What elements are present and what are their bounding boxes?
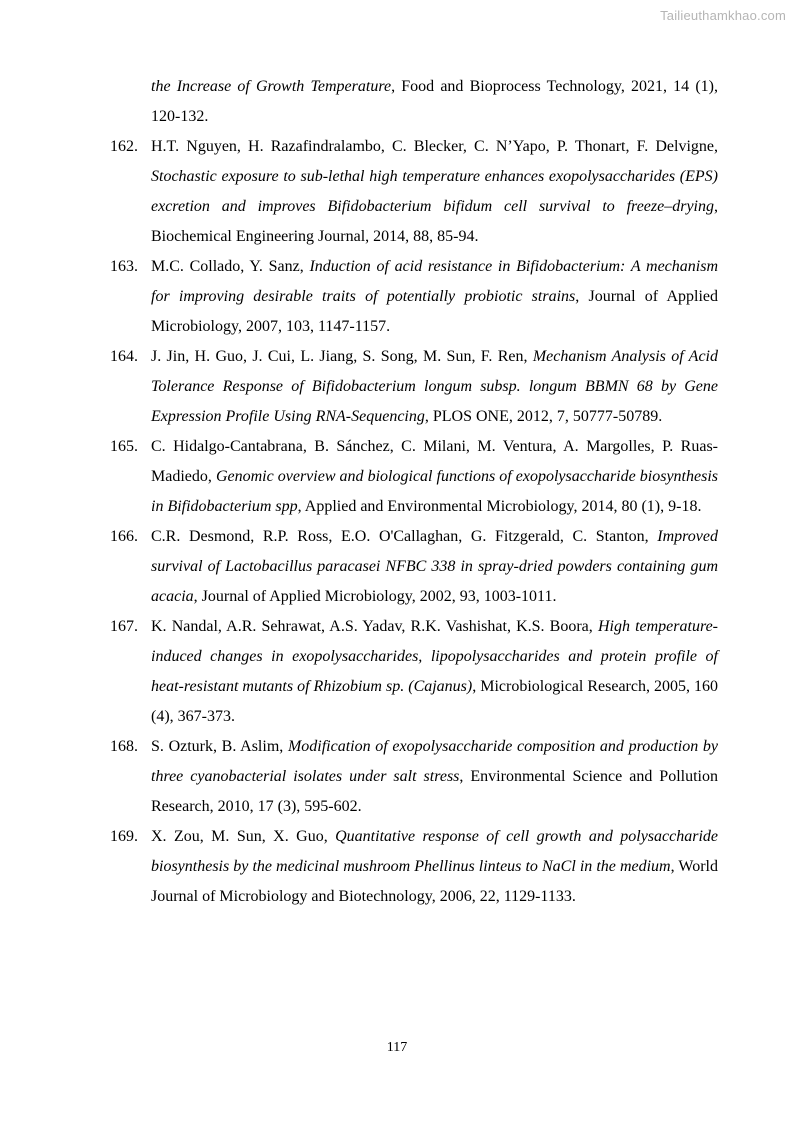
- reference-item: [110, 432, 718, 522]
- reference-source: , Journal of Applied Microbiology, 2002, 93, 1003-1011.: [193, 588, 557, 605]
- reference-item: [110, 732, 718, 822]
- reference-title: Induction of acid resistance in Bifidobacterium: A mechanism for improving desirable traits of potentially probiotic strains: [151, 258, 718, 305]
- reference-title: Stochastic exposure to sub-lethal high temperature enhances exopolysaccharides (EPS) excretion and improves Bifidobacterium bifidum cell survival to freeze–drying: [151, 168, 718, 215]
- reference-source: , Journal of Applied Microbiology, 2007, 103, 1147-1157.: [151, 288, 719, 335]
- reference-source: , Applied and Environmental Microbiology, 2014, 80 (1), 9-18.: [297, 498, 702, 515]
- reference-item: [110, 342, 718, 432]
- reference-title: Mechanism Analysis of Acid Tolerance Response of Bifidobacterium longum subsp. longum BBMN 68 by Gene Expression Profile Using RNA-Sequencing: [151, 348, 718, 425]
- reference-authors: S. Ozturk, B. Aslim,: [151, 738, 288, 755]
- reference-item: [110, 72, 718, 132]
- reference-text: [151, 438, 718, 515]
- reference-number: 163.: [110, 258, 138, 275]
- reference-text: [151, 528, 718, 605]
- reference-authors: M.C. Collado, Y. Sanz,: [151, 258, 310, 275]
- reference-authors: H.T. Nguyen, H. Razafindralambo, C. Blecker, C. N’Yapo, P. Thonart, F. Delvigne,: [151, 138, 718, 155]
- reference-source: , PLOS ONE, 2012, 7, 50777-50789.: [424, 408, 663, 425]
- reference-item: [110, 612, 718, 732]
- reference-source: , Food and Bioprocess Technology, 2021, 14 (1), 120-132.: [151, 78, 719, 125]
- reference-source: , Microbiological Research, 2005, 160 (4), 367-373.: [151, 678, 719, 725]
- reference-number: 165.: [110, 438, 138, 455]
- reference-source: , World Journal of Microbiology and Biotechnology, 2006, 22, 1129-1133.: [151, 858, 718, 905]
- reference-number: 166.: [110, 528, 138, 545]
- reference-text: [151, 738, 718, 815]
- reference-text: [151, 828, 718, 905]
- reference-number: 168.: [110, 738, 138, 755]
- reference-text: [151, 348, 718, 425]
- reference-source: , Biochemical Engineering Journal, 2014, 88, 85-94.: [151, 198, 718, 245]
- reference-authors: C. Hidalgo-Cantabrana, B. Sánchez, C. Milani, M. Ventura, A. Margolles, P. Ruas-Madiedo,: [151, 438, 718, 485]
- reference-number: 164.: [110, 348, 138, 365]
- reference-number: 162.: [110, 138, 138, 155]
- reference-authors: X. Zou, M. Sun, X. Guo,: [151, 828, 336, 845]
- reference-source: , Environmental Science and Pollution Research, 2010, 17 (3), 595-602.: [151, 768, 718, 815]
- reference-authors: C.R. Desmond, R.P. Ross, E.O. O'Callaghan, G. Fitzgerald, C. Stanton,: [151, 528, 658, 545]
- reference-title: High temperature-induced changes in exopolysaccharides, lipopolysaccharides and protein profile of heat-resistant mutants of Rhizobium sp. (Cajanus): [151, 618, 719, 695]
- reference-item: [110, 252, 718, 342]
- reference-title: Genomic overview and biological functions of exopolysaccharide biosynthesis in Bifidobacterium spp: [151, 468, 719, 515]
- watermark-text: Tailieuthamkhao.com: [660, 8, 786, 23]
- reference-authors: K. Nandal, A.R. Sehrawat, A.S. Yadav, R.K. Vashishat, K.S. Boora,: [151, 618, 598, 635]
- reference-item: [110, 822, 718, 912]
- reference-item: [110, 132, 718, 252]
- reference-number: 167.: [110, 618, 138, 635]
- reference-text: [151, 258, 718, 335]
- reference-title: Modification of exopolysaccharide composition and production by three cyanobacterial isolates under salt stress: [151, 738, 719, 785]
- reference-text: [151, 618, 718, 725]
- reference-title: the Increase of Growth Temperature: [151, 78, 392, 95]
- reference-list: [110, 72, 718, 912]
- page-number: 117: [386, 1040, 408, 1055]
- reference-number: 169.: [110, 828, 138, 845]
- reference-text: [151, 138, 718, 245]
- reference-text: [151, 78, 718, 125]
- reference-title: Quantitative response of cell growth and polysaccharide biosynthesis by the medicinal mushroom Phellinus linteus to NaCl in the medium: [151, 828, 719, 875]
- reference-item: [110, 522, 718, 612]
- reference-authors: J. Jin, H. Guo, J. Cui, L. Jiang, S. Song, M. Sun, F. Ren,: [151, 348, 533, 365]
- reference-title: Improved survival of Lactobacillus paracasei NFBC 338 in spray-dried powders containing gum acacia: [151, 528, 718, 605]
